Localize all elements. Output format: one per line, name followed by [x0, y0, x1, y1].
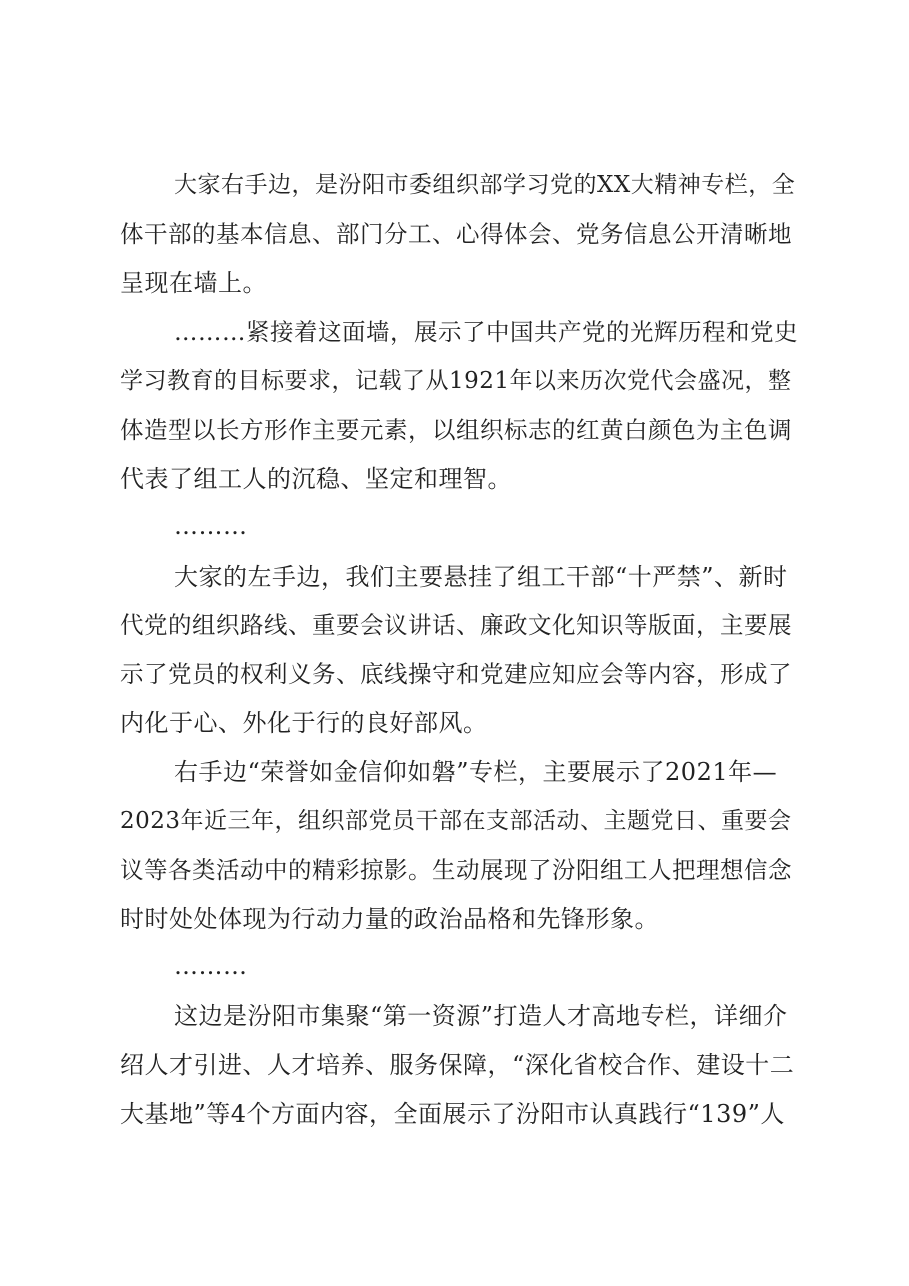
ellipsis-separator: ……… — [174, 512, 248, 540]
paragraph-1-line-2: 体干部的基本信息、部门分工、心得体会、党务信息公开清晰地 — [120, 220, 792, 248]
paragraph-5-line-1: 这边是汾阳市集聚“第一资源”打造人才高地专栏，详细介 — [174, 1002, 788, 1030]
paragraph-3-line-4: 内化于心、外化于行的良好部风。 — [120, 709, 488, 737]
paragraph-3-line-3: 示了党员的权利义务、底线操守和党建应知应会等内容，形成了 — [120, 660, 792, 688]
paragraph-5-line-2: 绍人才引进、人才培养、服务保障，“深化省校合作、建设十二 — [120, 1051, 795, 1079]
paragraph-5-line-3: 大基地”等4个方面内容，全面展示了汾阳市认真践行“139”人 — [120, 1100, 785, 1128]
ellipsis-separator: ……… — [174, 952, 248, 980]
paragraph-1-line-3: 呈现在墙上。 — [120, 269, 267, 297]
paragraph-4-line-2: 2023年近三年，组织部党员干部在支部活动、主题党日、重要会 — [120, 808, 792, 834]
paragraph-2-line-2: 学习教育的目标要求，记载了从1921年以来历次党代会盛况，整 — [120, 368, 792, 394]
paragraph-2-line-1: ………紧接着这面墙，展示了中国共产党的光辉历程和党史 — [174, 318, 798, 346]
paragraph-4-line-3: 议等各类活动中的精彩掠影。生动展现了汾阳组工人把理想信念 — [120, 856, 792, 884]
paragraph-2-line-3: 体造型以长方形作主要元素，以组织标志的红黄白颜色为主色调 — [120, 416, 792, 444]
paragraph-1-line-1: 大家右手边，是汾阳市委组织部学习党的XX大精神专栏，全 — [174, 172, 796, 198]
paragraph-3-line-2: 代党的组织路线、重要会议讲话、廉政文化知识等版面，主要展 — [120, 611, 792, 639]
paragraph-2-line-4: 代表了组工人的沉稳、坚定和理智。 — [120, 465, 512, 493]
paragraph-4-line-4: 时时处处体现为行动力量的政治品格和先锋形象。 — [120, 905, 659, 933]
paragraph-3-line-1: 大家的左手边，我们主要悬挂了组工干部“十严禁”、新时 — [174, 563, 788, 591]
paragraph-4-line-1: 右手边“荣誉如金信仰如磐”专栏，主要展示了2021年— — [174, 758, 778, 786]
